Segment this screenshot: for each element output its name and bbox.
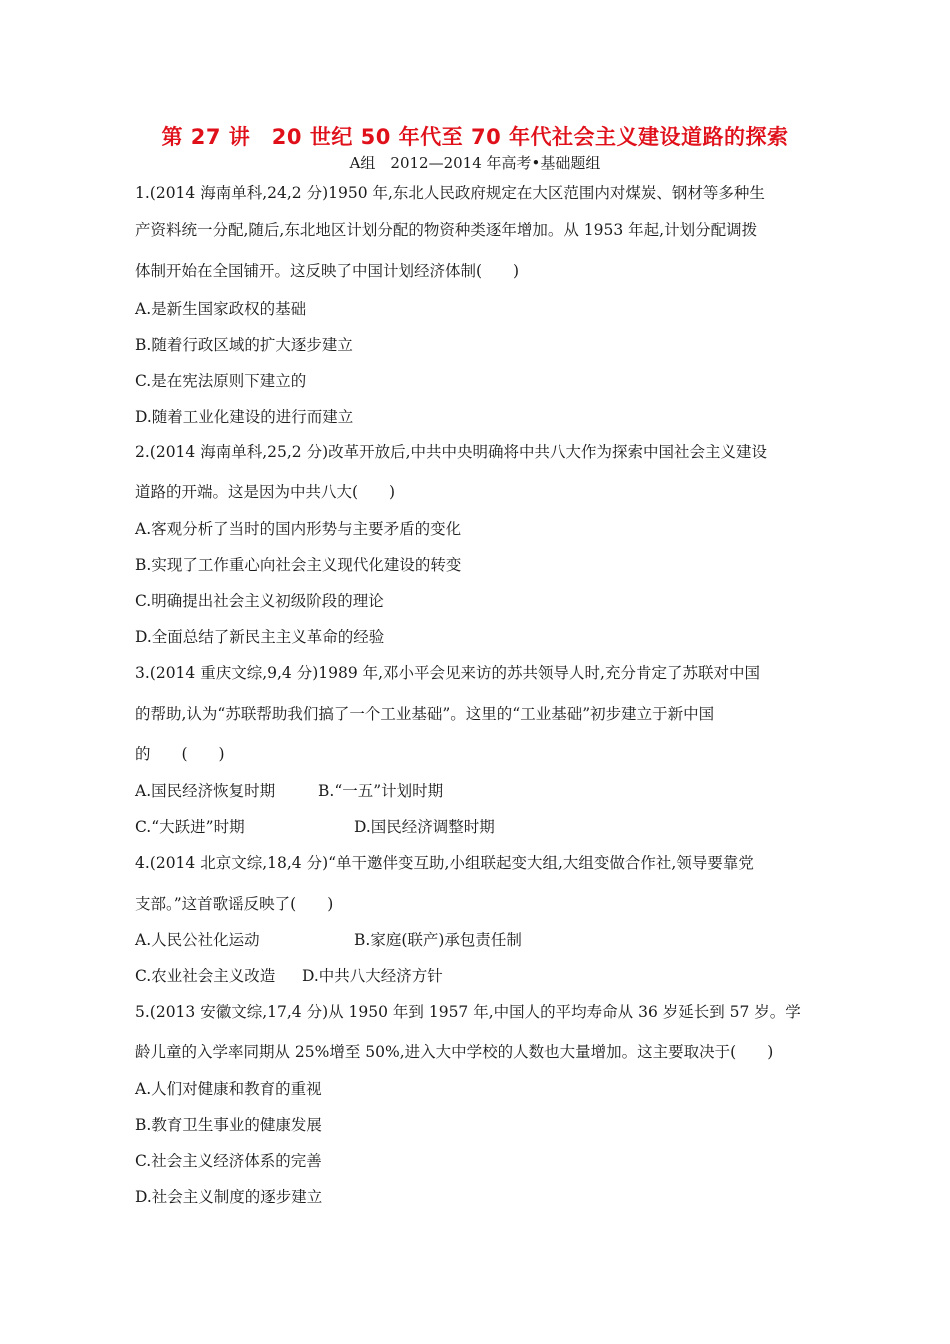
question-4-option-d: D.中共八大经济方针 [302,967,443,985]
question-2-line-2: 道路的开端。这是因为中共八大( ) [135,483,396,501]
section-subtitle: A组 2012—2014 年高考•基础题组 [349,154,601,172]
question-3-line-2: 的帮助,认为“苏联帮助我们搞了一个工业基础”。这里的“工业基础”初步建立于新中国 [135,705,715,723]
question-4-option-a: A.人民公社化运动 [135,931,260,949]
question-5-option-a: A.人们对健康和教育的重视 [135,1080,322,1098]
question-2-option-d: D.全面总结了新民主主义革命的经验 [135,628,385,646]
question-2-option-c: C.明确提出社会主义初级阶段的理论 [135,592,384,610]
question-1-option-a: A.是新生国家政权的基础 [135,300,307,318]
question-4-line-1: 4.(2014 北京文综,18,4 分)“单干邀伴变互助,小组联起变大组,大组变做合作社,领导要靠党 [135,854,754,872]
question-5-option-b: B.教育卫生事业的健康发展 [135,1116,322,1134]
question-1-line-3: 体制开始在全国铺开。这反映了中国计划经济体制( ) [135,262,520,280]
question-4-options-row-2 [135,964,443,986]
question-3-option-a: A.国民经济恢复时期 [135,782,276,800]
question-3-options-row-1 [135,779,443,801]
question-3-option-c: C.“大跃进”时期 [135,818,245,836]
page-title: 第 27 讲 20 世纪 50 年代至 70 年代社会主义建设道路的探索 [161,125,789,149]
question-3-options-row-2 [135,815,495,837]
question-4-line-2: 支部。”这首歌谣反映了( ) [135,895,334,913]
question-3-option-d: D.国民经济调整时期 [354,818,495,836]
question-5-option-c: C.社会主义经济体系的完善 [135,1152,322,1170]
question-3-line-3: 的 ( ) [135,745,225,763]
question-5-line-2: 龄儿童的入学率同期从 25%增至 50%,进入大中学校的人数也大量增加。这主要取决于( ) [135,1043,774,1061]
question-2-line-1: 2.(2014 海南单科,25,2 分)改革开放后,中共中央明确将中共八大作为探索中国社会主义建设 [135,443,768,461]
question-4-option-c: C.农业社会主义改造 [135,967,276,985]
question-1-option-c: C.是在宪法原则下建立的 [135,372,307,390]
question-2-option-a: A.客观分析了当时的国内形势与主要矛盾的变化 [135,520,462,538]
question-1-line-2: 产资料统一分配,随后,东北地区计划分配的物资种类逐年增加。从 1953 年起,计划分配调拨 [135,221,758,239]
question-3-option-b: B.“一五”计划时期 [318,782,444,800]
question-3-line-1: 3.(2014 重庆文综,9,4 分)1989 年,邓小平会见来访的苏共领导人时,充分肯定了苏联对中国 [135,664,760,682]
question-4-options-row-1 [135,928,522,950]
question-4-option-b: B.家庭(联产)承包责任制 [354,931,522,949]
question-2-option-b: B.实现了工作重心向社会主义现代化建设的转变 [135,556,462,574]
question-1-option-b: B.随着行政区域的扩大逐步建立 [135,336,353,354]
question-1-line-1: 1.(2014 海南单科,24,2 分)1950 年,东北人民政府规定在大区范围内对煤炭、钢材等多种生 [135,184,765,202]
question-1-option-d: D.随着工业化建设的进行而建立 [135,408,354,426]
question-5-line-1: 5.(2013 安徽文综,17,4 分)从 1950 年到 1957 年,中国人的平均寿命从 36 岁延长到 57 岁。学 [135,1003,801,1021]
question-5-option-d: D.社会主义制度的逐步建立 [135,1188,323,1206]
